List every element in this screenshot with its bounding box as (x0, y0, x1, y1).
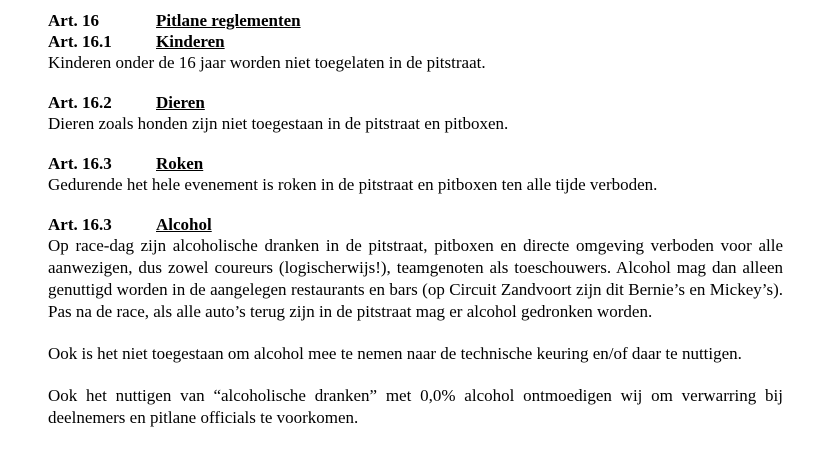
spacer (48, 323, 783, 343)
section-paragraph: Kinderen onder de 16 jaar worden niet toegelaten in de pitstraat. (48, 53, 486, 72)
section-art-16-2 (48, 92, 783, 135)
spacer (48, 135, 783, 153)
section-paragraph: Dieren zoals honden zijn niet toegestaan in de pitstraat en pitboxen. (48, 114, 509, 133)
section-article-number: Art. 16.1 (48, 32, 112, 51)
section-paragraph: Ook is het niet toegestaan om alcohol mee te nemen naar de technische keuring en/of daar te nuttigen. (48, 344, 742, 363)
section-art-16-1 (48, 31, 783, 74)
section-paragraph: Op race-dag zijn alcoholische dranken in de pitstraat, pitboxen en directe omgeving verboden voor alle aanwezigen, dus zowel coureurs (logischerwijs!), teamgenoten als toeschouwers. Alcohol mag dan alleen genuttigd worden in de aangelegen restaurants en bars (op Circuit Zandvoort zijn dit Bernie’s en Mickey’s). Pas na de race, als alle auto’s terug zijn in de pitstraat mag er alcohol gedronken worden. (48, 236, 783, 321)
spacer (48, 365, 783, 385)
section-paragraph: Gedurende het hele evenement is roken in de pitstraat en pitboxen ten alle tijde verboden. (48, 175, 658, 194)
section-heading (48, 153, 783, 174)
spacer (48, 196, 783, 214)
spacer (48, 74, 783, 92)
section-title: Kinderen (156, 32, 225, 51)
section-article-number: Art. 16.3 (48, 215, 112, 234)
section-title: Roken (156, 154, 204, 173)
section-heading (48, 31, 783, 52)
section-article-number: Art. 16.2 (48, 93, 112, 112)
section-title: Pitlane reglementen (156, 11, 301, 30)
section-title: Dieren (156, 93, 205, 112)
section-title: Alcohol (156, 215, 212, 234)
section-article-number: Art. 16 (48, 11, 99, 30)
section-heading (48, 92, 783, 113)
section-article-number: Art. 16.3 (48, 154, 112, 173)
section-heading (48, 214, 783, 235)
section-art-16 (48, 10, 783, 31)
section-paragraph: Ook het nuttigen van “alcoholische dranken” met 0,0% alcohol ontmoedigen wij om verwarring bij deelnemers en pitlane officials te voorkomen. (48, 386, 783, 427)
section-art-16-3-roken (48, 153, 783, 196)
section-art-16-3-alcohol (48, 214, 783, 429)
section-heading (48, 10, 783, 31)
